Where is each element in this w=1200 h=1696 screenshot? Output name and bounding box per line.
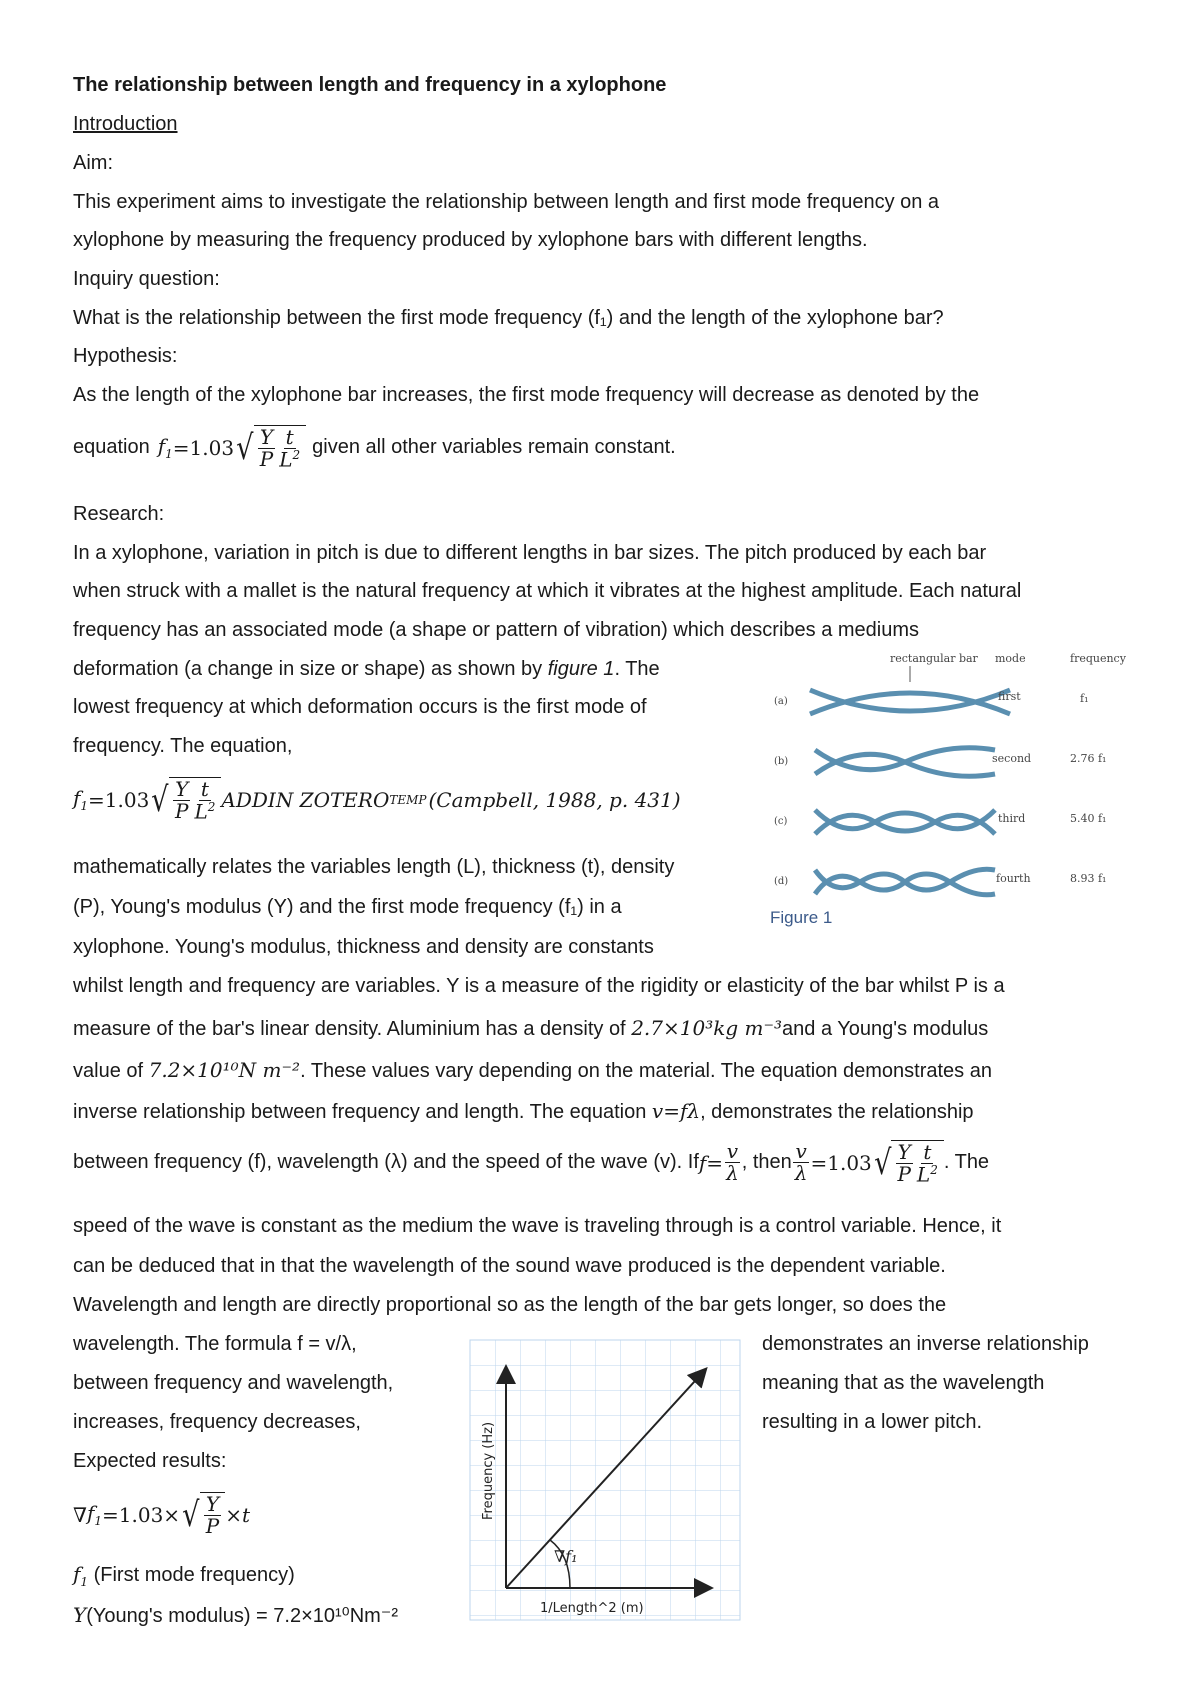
equation-sqrt: √ $\frac{Y}{P}$ $\frac{t}{L^2}$ (234, 425, 306, 471)
graph-x-label: 1/Length^2 (m) (540, 1601, 644, 1616)
formula-right-3: resulting in a lower pitch. (762, 1411, 983, 1433)
speed-equation-line: between frequency (f), wavelength (λ) and the speed of the wave (v). If f = $\frac{v}{\lambda}$ , then $\frac{v}{\lambda}$ =1.03 √ $\frac{Y}{P}$ $\frac{t}{L^2}$ . The (73, 1139, 990, 1187)
density-pre: measure of the bar's linear density. Aluminium has a density of (73, 1018, 632, 1040)
citation-equation-line (73, 777, 681, 823)
inquiry-text: What is the relationship between the first mode frequency (f₁) and the length of the xylophone bar? (73, 307, 944, 329)
research-line-4a: deformation (a change in size or shape) as shown by (73, 658, 548, 680)
research-line-4c: . The (614, 658, 660, 680)
aim-label: Aim: (73, 152, 113, 174)
formula-left-1: wavelength. The formula f = v/λ, (73, 1333, 357, 1355)
research-label: Research: (73, 503, 165, 525)
aim-line-2: xylophone by measuring the frequency produced by xylophone bars with different lengths. (73, 229, 868, 251)
figure-1-modes (770, 642, 1126, 922)
fig1-row-b (774, 748, 1106, 777)
legend-y-line: Y(Young's modulus) = 7.2×10¹⁰Nm⁻² (73, 1603, 399, 1627)
legend-f1-line: $f_1$ (First mode frequency) (73, 1562, 295, 1589)
density-post: and a Young's modulus (782, 1018, 989, 1040)
vars-line-3: xylophone. Young's modulus, thickness and density are constants (73, 936, 654, 958)
fig1-row-d-mode: fourth (996, 872, 1031, 885)
citation-f1: $f_1$ (73, 786, 89, 814)
vars-line-2: (P), Young's modulus (Y) and the first mode frequency (f₁) in a (73, 896, 622, 918)
vars-line-1: mathematically relates the variables length (L), thickness (t), density (73, 856, 675, 878)
ym-value: 7.2×10¹⁰N m⁻² (148, 1058, 301, 1082)
inquiry-label: Inquiry question: (73, 268, 220, 290)
young-modulus-line (73, 1058, 992, 1083)
fig1-row-a-label: (a) (774, 696, 788, 707)
fig1-row-d-freq: 8.93 f₁ (1070, 872, 1107, 885)
speed-mid: , then (741, 1151, 792, 1174)
fig1-row-d (774, 869, 1106, 895)
introduction-heading: Introduction (73, 113, 178, 135)
fig1-row-a-mode: first (998, 690, 1021, 703)
wave-equation: v=fλ (651, 1099, 701, 1123)
fig1-row-b-mode: second (992, 752, 1032, 765)
density-line (73, 1016, 988, 1041)
ym-pre: value of (73, 1060, 149, 1082)
figure-reference: figure 1 (547, 658, 615, 680)
citation-sub: TEMP (389, 792, 427, 807)
citation-equals: =1.03 (88, 787, 150, 812)
density-value: 2.7×10³kg m⁻³ (631, 1016, 783, 1040)
wave-pre: inverse relationship between frequency and length. The equation (73, 1101, 652, 1123)
fig1-row-b-freq: 2.76 f₁ (1070, 752, 1107, 765)
fig1-row-d-label: (d) (774, 876, 789, 887)
research-line-4 (73, 658, 660, 681)
fig1-row-c-mode: third (998, 812, 1026, 825)
wave-post: , demonstrates the relationship (700, 1101, 974, 1123)
hypothesis-equation-line (73, 425, 676, 471)
speed-line-2: speed of the wave is constant as the medium the wave is traveling through is a control variable. Hence, it (73, 1215, 1002, 1237)
fig1-header-mode: mode (995, 652, 1026, 665)
legend-y: (Young's modulus) = 7.2×10¹⁰Nm⁻² (86, 1605, 399, 1627)
hypothesis-pre: equation (73, 436, 150, 459)
graph-gradient-label: ∇f₁ (554, 1547, 578, 1566)
research-line-5: lowest frequency at which deformation occurs is the first mode of (73, 696, 647, 718)
citation-ref: (Campbell, 1988, p. 431) (428, 787, 681, 812)
aim-line-1: This experiment aims to investigate the relationship between length and first mode frequency on a (73, 191, 940, 213)
fig1-header-freq: frequency (1070, 652, 1126, 665)
research-line-3: frequency has an associated mode (a shape or pattern of vibration) which describes a mediums (73, 619, 920, 641)
expected-label: Expected results: (73, 1450, 227, 1472)
research-line-2: when struck with a mallet is the natural frequency at which it vibrates at the highest amplitude. Each natural (73, 580, 1022, 602)
hypothesis-line-1: As the length of the xylophone bar increases, the first mode frequency will decrease as denoted by the (73, 384, 980, 406)
speed-line-3: can be deduced that in that the wavelength of the sound wave produced is the dependent variable. (73, 1255, 946, 1277)
formula-left-3: increases, frequency decreases, (73, 1411, 361, 1433)
speed-pre: between frequency (f), wavelength (λ) and the speed of the wave (v). If (73, 1151, 699, 1174)
graph-y-label: Frequency (Hz) (481, 1421, 496, 1520)
fig1-row-b-label: (b) (774, 756, 789, 767)
equation-equals: =1.03 (172, 435, 235, 460)
legend-f1: (First mode frequency) (93, 1564, 295, 1586)
research-line-6: frequency. The equation, (73, 735, 293, 757)
formula-left-2: between frequency and wavelength, (73, 1372, 394, 1394)
document-title: The relationship between length and frequency in a xylophone (73, 74, 667, 96)
citation-addin: ADDIN ZOTERO (221, 787, 390, 812)
hypothesis-post: given all other variables remain constant. (312, 436, 676, 459)
research-line-1: In a xylophone, variation in pitch is due to different lengths in bar sizes. The pitch produced by each bar (73, 542, 987, 564)
hypothesis-label: Hypothesis: (73, 345, 178, 367)
formula-right-2: meaning that as the wavelength (762, 1372, 1045, 1394)
equation-f1: $f_1$ (157, 434, 173, 462)
fig1-row-a (774, 690, 1088, 714)
figure-1-caption: Figure 1 (770, 908, 833, 927)
fig1-row-c-label: (c) (774, 816, 788, 827)
fig1-row-a-freq: f₁ (1080, 692, 1089, 705)
speed-post: . The (943, 1151, 990, 1174)
formula-right-1: demonstrates an inverse relationship (762, 1333, 1089, 1355)
expected-results-graph (470, 1340, 740, 1620)
ym-post: . These values vary depending on the material. The equation demonstrates an (300, 1060, 992, 1082)
vars-line-4: whilst length and frequency are variables. Y is a measure of the rigidity or elasticity of the bar whilst P is a (73, 975, 1005, 997)
citation-sqrt: √ $\frac{Y}{P}$ $\frac{t}{L^2}$ (149, 777, 221, 823)
fig1-row-c (774, 810, 1106, 834)
fig1-row-c-freq: 5.40 f₁ (1070, 812, 1107, 825)
fig1-header-bar: rectangular bar (890, 652, 978, 665)
wave-equation-line (73, 1099, 974, 1124)
speed-line-4: Wavelength and length are directly proportional so as the length of the bar gets longer, so does the (73, 1294, 947, 1316)
gradient-equation: ∇ $f_1$ =1.03× √ $\frac{Y}{P}$ × t (73, 1492, 251, 1538)
